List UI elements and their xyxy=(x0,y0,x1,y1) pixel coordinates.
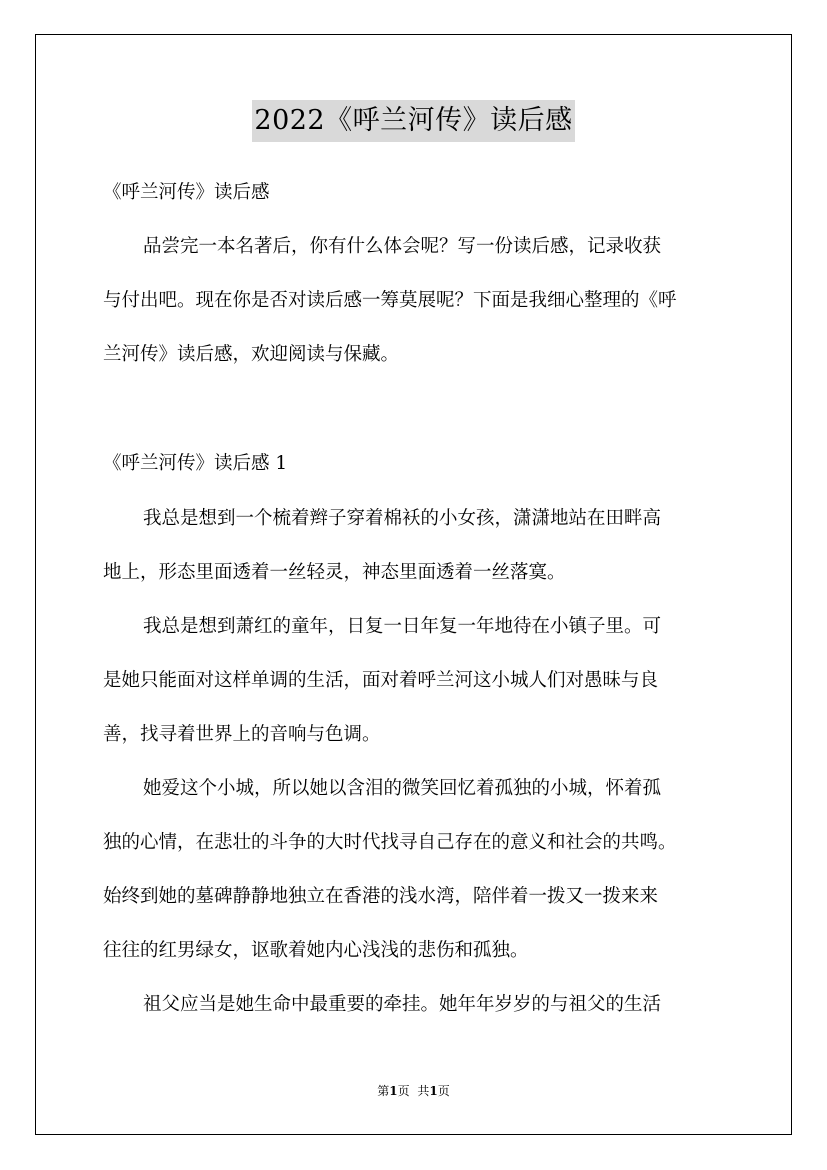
title-container xyxy=(0,100,827,142)
footer-page-prefix: 第 xyxy=(377,1084,390,1098)
paragraph-line: 与付出吧。现在你是否对读后感一筹莫展呢？下面是我细心整理的《呼 xyxy=(103,290,677,311)
paragraph-line: 我总是想到一个梳着辫子穿着棉袄的小女孩，潇潇地站在田畔高 xyxy=(143,508,662,529)
section-heading: 《呼兰河传》读后感 xyxy=(103,182,270,203)
paragraph-line: 始终到她的墓碑静静地独立在香港的浅水湾，陪伴着一拨又一拨来来 xyxy=(103,886,659,907)
footer-total-prefix: 共 xyxy=(417,1084,430,1098)
footer-page-number: 1 xyxy=(389,1084,398,1098)
paragraph-line: 我总是想到萧红的童年，日复一日年复一年地待在小镇子里。可 xyxy=(143,616,662,637)
paragraph-line: 祖父应当是她生命中最重要的牵挂。她年年岁岁的与祖父的生活 xyxy=(143,994,662,1015)
paragraph-line: 她爱这个小城，所以她以含泪的微笑回忆着孤独的小城，怀着孤 xyxy=(143,778,662,799)
section-heading: 《呼兰河传》读后感 1 xyxy=(103,453,288,474)
paragraph-line: 品尝完一本名著后，你有什么体会呢？写一份读后感，记录收获 xyxy=(143,236,662,257)
paragraph-line: 地上，形态里面透着一丝轻灵，神态里面透着一丝落寞。 xyxy=(103,562,566,583)
footer-page-suffix: 页 xyxy=(397,1084,410,1098)
footer-total-suffix: 页 xyxy=(437,1084,450,1098)
paragraph-line: 善，找寻着世界上的音响与色调。 xyxy=(103,724,381,745)
paragraph-line: 独的心情，在悲壮的斗争的大时代找寻自己存在的意义和社会的共鸣。 xyxy=(103,832,677,853)
paragraph-line: 是她只能面对这样单调的生活，面对着呼兰河这小城人们对愚昧与良 xyxy=(103,670,659,691)
footer-total-number: 1 xyxy=(429,1084,438,1098)
paragraph-line: 兰河传》读后感，欢迎阅读与保藏。 xyxy=(103,344,400,365)
document-title: 2022《呼兰河传》读后感 xyxy=(252,100,574,142)
page-footer xyxy=(0,1083,827,1099)
paragraph-line: 往往的红男绿女，讴歌着她内心浅浅的悲伤和孤独。 xyxy=(103,940,529,961)
